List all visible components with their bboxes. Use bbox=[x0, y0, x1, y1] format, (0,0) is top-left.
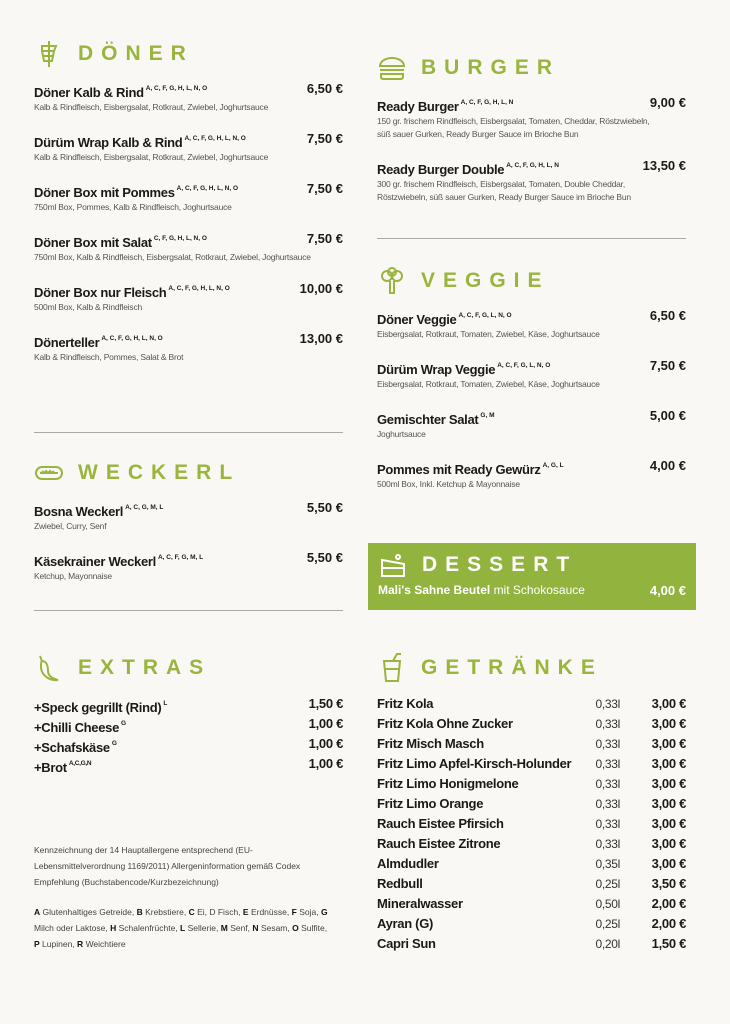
section-title: WECKERL bbox=[78, 461, 241, 484]
item-name-text: Käsekrainer Weckerl bbox=[34, 554, 156, 569]
drink-cup-icon bbox=[377, 653, 407, 683]
item-name-text: Dürüm Wrap Veggie bbox=[377, 362, 496, 377]
allergen-codes: A, C, F, G, H, L, N, O bbox=[176, 185, 239, 192]
burger-icon bbox=[377, 53, 407, 83]
drink-item bbox=[377, 794, 686, 814]
allergen-letter: C bbox=[188, 907, 195, 917]
item-price: 3,00 € bbox=[651, 716, 686, 731]
drink-item bbox=[377, 694, 686, 714]
item-name-text: Döner Box mit Salat bbox=[34, 235, 152, 250]
item-price: 13,00 € bbox=[299, 331, 343, 346]
item-name bbox=[377, 157, 686, 178]
item-description: Kalb & Rindfleisch, Eisbergsalat, Rotkraut, Zwiebel, Joghurtsauce bbox=[34, 102, 269, 112]
item-price: 7,50 € bbox=[306, 181, 343, 196]
allergen-label: Milch oder Laktose, bbox=[34, 923, 108, 933]
item-name: Fritz Kola Ohne Zucker bbox=[377, 716, 513, 731]
menu-item bbox=[377, 307, 686, 341]
item-name: Fritz Kola bbox=[377, 696, 434, 711]
allergen-letter: P bbox=[34, 939, 40, 949]
allergen-codes: A, C, F, G, H, L, N, O bbox=[101, 335, 163, 342]
broccoli-icon bbox=[377, 266, 407, 296]
item-price: 9,00 € bbox=[649, 95, 686, 110]
drink-item bbox=[377, 814, 686, 834]
allergen-codes: A, C, F, G, H, L, N bbox=[460, 99, 514, 106]
allergen-code bbox=[292, 923, 327, 933]
allergen-letter: F bbox=[291, 907, 297, 917]
drink-item bbox=[377, 914, 686, 934]
allergen-codes: A, C, F, G, L, N, O bbox=[497, 362, 551, 369]
item-name bbox=[377, 94, 686, 115]
item-name bbox=[34, 330, 343, 351]
item-name-text: Döner Box mit Pommes bbox=[34, 185, 175, 200]
hot-dog-icon bbox=[34, 458, 64, 488]
allergen-codes: G bbox=[121, 720, 126, 727]
item-name bbox=[377, 307, 686, 328]
allergen-code bbox=[221, 923, 250, 933]
item-volume: 0,33l bbox=[595, 757, 620, 771]
menu-item bbox=[34, 180, 343, 214]
allergen-codes bbox=[34, 904, 334, 952]
item-name bbox=[34, 230, 343, 251]
menu-item bbox=[34, 130, 343, 164]
item-price: 6,50 € bbox=[649, 308, 686, 323]
section-getraenke bbox=[377, 652, 686, 954]
item-description: 500ml Box, Kalb & Rindfleisch bbox=[34, 302, 143, 312]
item-description: Eisbergsalat, Rotkraut, Tomaten, Zwiebel, Käse, Joghurtsauce bbox=[377, 379, 600, 389]
allergen-codes: A, C, F, G, M, L bbox=[157, 554, 204, 561]
item-name bbox=[34, 130, 343, 151]
drink-item bbox=[377, 874, 686, 894]
allergen-letter: N bbox=[252, 923, 259, 933]
allergen-note bbox=[34, 842, 334, 952]
item-name: +Brot bbox=[34, 760, 67, 775]
allergen-codes: A, G, L bbox=[542, 462, 564, 469]
allergen-code bbox=[110, 923, 178, 933]
allergen-letter: M bbox=[220, 923, 228, 933]
section-title: DÖNER bbox=[78, 42, 194, 65]
item-name: Almdudler bbox=[377, 856, 439, 871]
drink-item bbox=[377, 734, 686, 754]
item-price: 7,50 € bbox=[306, 131, 343, 146]
item-price: 3,50 € bbox=[651, 876, 686, 891]
drink-item bbox=[377, 714, 686, 734]
item-description: 300 gr. frischem Rindfleisch, Eisbergsalat, Tomaten, Double Cheddar, Röstzwiebeln, süß sauer Gurken, Ready Burger Sauce im Brioche Bun bbox=[377, 179, 631, 202]
item-name bbox=[377, 407, 686, 428]
item-volume: 0,33l bbox=[595, 717, 620, 731]
item-price: 3,00 € bbox=[651, 696, 686, 711]
section-title: BURGER bbox=[421, 56, 561, 79]
allergen-codes: A, C, F, G, H, L, N bbox=[506, 162, 559, 169]
item-name: Fritz Limo Apfel-Kirsch-Holunder bbox=[377, 756, 572, 771]
item-name-text: Döner Kalb & Rind bbox=[34, 85, 144, 100]
item-price: 3,00 € bbox=[651, 776, 686, 791]
item-price: 13,50 € bbox=[642, 158, 686, 173]
item-name: +Speck gegrillt (Rind) bbox=[34, 700, 162, 715]
item-volume: 0,20l bbox=[595, 937, 620, 951]
allergen-code bbox=[292, 907, 319, 917]
allergen-codes: A, C, F, G, H, L, N, O bbox=[145, 85, 208, 92]
allergen-label: Weichtiere bbox=[85, 939, 126, 949]
item-price: 10,00 € bbox=[299, 281, 343, 296]
item-volume: 0,25l bbox=[595, 877, 620, 891]
allergen-codes: C, F, G, H, L, N, O bbox=[153, 235, 207, 242]
doner-spit-icon bbox=[34, 39, 64, 69]
section-header bbox=[377, 652, 686, 684]
item-price: 7,50 € bbox=[649, 358, 686, 373]
allergen-code bbox=[180, 923, 218, 933]
item-name-text: Döner Veggie bbox=[377, 312, 457, 327]
item-description: Ketchup, Mayonnaise bbox=[34, 571, 112, 581]
allergen-label: Glutenhaltiges Getreide, bbox=[42, 907, 135, 917]
item-volume: 0,33l bbox=[595, 697, 620, 711]
allergen-codes: A, C, F, G, H, L, N, O bbox=[168, 285, 230, 292]
item-name bbox=[34, 180, 343, 201]
allergen-codes: A, C, G, M, L bbox=[125, 504, 164, 511]
item-price: 1,50 € bbox=[308, 696, 343, 711]
section-header bbox=[377, 52, 686, 84]
item-name-text: Gemischter Salat bbox=[377, 412, 479, 427]
section-title: VEGGIE bbox=[421, 269, 550, 292]
item-price: 3,00 € bbox=[651, 856, 686, 871]
item-name bbox=[34, 549, 343, 570]
item-volume: 0,50l bbox=[595, 897, 620, 911]
allergen-code bbox=[34, 907, 134, 917]
item-volume: 0,33l bbox=[595, 737, 620, 751]
extra-item bbox=[34, 714, 343, 734]
item-price: 4,00 € bbox=[649, 583, 686, 598]
menu-item bbox=[378, 583, 686, 597]
item-price: 3,00 € bbox=[651, 736, 686, 751]
item-name: Redbull bbox=[377, 876, 423, 891]
menu-item bbox=[377, 357, 686, 391]
item-description: Zwiebel, Curry, Senf bbox=[34, 521, 107, 531]
item-volume: 0,33l bbox=[595, 777, 620, 791]
item-name bbox=[34, 499, 343, 520]
item-volume: 0,35l bbox=[595, 857, 620, 871]
item-price: 3,00 € bbox=[651, 796, 686, 811]
allergen-label: Senf, bbox=[230, 923, 251, 933]
item-name bbox=[377, 457, 686, 478]
drink-item bbox=[377, 754, 686, 774]
item-price: 5,50 € bbox=[306, 550, 343, 565]
allergen-label: Erdnüsse, bbox=[250, 907, 290, 917]
section-weckerl bbox=[34, 457, 343, 599]
allergen-code bbox=[34, 939, 75, 949]
allergen-code bbox=[189, 907, 241, 917]
item-name-text: Bosna Weckerl bbox=[34, 504, 124, 519]
menu-item bbox=[34, 330, 343, 364]
item-price: 6,50 € bbox=[306, 81, 343, 96]
allergen-letter: A bbox=[34, 907, 41, 917]
item-price: 1,00 € bbox=[308, 756, 343, 771]
item-volume: 0,33l bbox=[595, 837, 620, 851]
item-price: 3,00 € bbox=[651, 816, 686, 831]
section-title: DESSERT bbox=[422, 553, 578, 576]
item-name bbox=[34, 280, 343, 301]
drink-item bbox=[377, 894, 686, 914]
allergen-letter: R bbox=[77, 939, 84, 949]
allergen-letter: H bbox=[110, 923, 117, 933]
item-volume: 0,33l bbox=[595, 817, 620, 831]
allergen-codes: A, C, F, G, L, N, O bbox=[458, 312, 512, 319]
allergen-codes: G, M bbox=[480, 412, 495, 419]
item-name-text: Ready Burger Double bbox=[377, 162, 505, 177]
section-title: EXTRAS bbox=[78, 656, 212, 679]
menu-item bbox=[34, 80, 343, 114]
menu-item bbox=[34, 280, 343, 314]
divider bbox=[34, 610, 343, 611]
item-name: Mineralwasser bbox=[377, 896, 463, 911]
allergen-label: Ei, D Fisch, bbox=[197, 907, 241, 917]
item-price: 3,00 € bbox=[651, 756, 686, 771]
allergen-label: Soja, bbox=[299, 907, 319, 917]
allergen-label: Krebstiere, bbox=[145, 907, 187, 917]
menu-item bbox=[377, 407, 686, 441]
allergen-codes: G bbox=[111, 740, 117, 747]
section-doener bbox=[34, 38, 343, 380]
item-name: +Schafskäse bbox=[34, 740, 110, 755]
item-name-text: Pommes mit Ready Gewürz bbox=[377, 462, 541, 477]
item-name-text: Ready Burger bbox=[377, 99, 459, 114]
item-name: Fritz Limo Orange bbox=[377, 796, 484, 811]
item-name bbox=[377, 357, 686, 378]
item-name: +Chilli Cheese bbox=[34, 720, 120, 735]
item-name-text: Dönerteller bbox=[34, 335, 100, 350]
allergen-code bbox=[243, 907, 289, 917]
section-burger bbox=[377, 52, 686, 220]
section-header bbox=[377, 265, 686, 297]
section-extras bbox=[34, 652, 343, 774]
divider bbox=[34, 432, 343, 433]
item-price: 5,50 € bbox=[306, 500, 343, 515]
item-volume: 0,33l bbox=[595, 797, 620, 811]
section-header bbox=[34, 457, 343, 489]
item-price: 4,00 € bbox=[649, 458, 686, 473]
item-description: Kalb & Rindfleisch, Pommes, Salat & Brot bbox=[34, 352, 184, 362]
item-price: 2,00 € bbox=[651, 896, 686, 911]
section-veggie bbox=[377, 265, 686, 507]
item-description: mit Schokosauce bbox=[493, 583, 585, 597]
drink-item bbox=[377, 934, 686, 954]
chili-icon bbox=[34, 653, 64, 683]
menu-item bbox=[377, 94, 686, 141]
item-name: Rauch Eistee Zitrone bbox=[377, 836, 501, 851]
item-name: Mali's Sahne Beutel bbox=[378, 583, 491, 597]
allergen-code bbox=[252, 923, 289, 933]
item-description: Kalb & Rindfleisch, Eisbergsalat, Rotkraut, Zwiebel, Joghurtsauce bbox=[34, 152, 269, 162]
allergen-letter: G bbox=[320, 907, 328, 917]
item-volume: 0,25l bbox=[595, 917, 620, 931]
item-name: Ayran (G) bbox=[377, 916, 434, 931]
menu-item bbox=[34, 499, 343, 533]
item-price: 7,50 € bbox=[306, 231, 343, 246]
drink-item bbox=[377, 854, 686, 874]
allergen-letter: B bbox=[136, 907, 143, 917]
item-price: 5,00 € bbox=[649, 408, 686, 423]
allergen-letter: L bbox=[180, 923, 186, 933]
section-header bbox=[34, 652, 343, 684]
item-price: 1,00 € bbox=[308, 716, 343, 731]
item-price: 2,00 € bbox=[651, 916, 686, 931]
section-dessert bbox=[368, 543, 696, 610]
allergen-code bbox=[137, 907, 187, 917]
menu-item bbox=[377, 457, 686, 491]
item-description: 750ml Box, Kalb & Rindfleisch, Eisbergsalat, Rotkraut, Zwiebel, Joghurtsauce bbox=[34, 252, 311, 262]
item-price: 1,50 € bbox=[651, 936, 686, 951]
item-price: 1,00 € bbox=[308, 736, 343, 751]
item-description: 750ml Box, Pommes, Kalb & Rindfleisch, Joghurtsauce bbox=[34, 202, 232, 212]
allergen-label: Lupinen, bbox=[42, 939, 75, 949]
divider bbox=[377, 238, 686, 239]
section-header bbox=[34, 38, 343, 70]
item-name: Rauch Eistee Pfirsich bbox=[377, 816, 504, 831]
allergen-label: Schalenfrüchte, bbox=[118, 923, 178, 933]
cake-icon bbox=[378, 550, 408, 580]
item-name: Fritz Misch Masch bbox=[377, 736, 484, 751]
menu-item bbox=[34, 230, 343, 264]
allergen-code bbox=[77, 939, 126, 949]
allergen-label: Sulfite, bbox=[301, 923, 328, 933]
allergen-codes: L bbox=[163, 700, 168, 707]
allergen-label: Sellerie, bbox=[187, 923, 219, 933]
drink-item bbox=[377, 834, 686, 854]
item-description: 500ml Box, Inkl. Ketchup & Mayonnaise bbox=[377, 479, 520, 489]
menu-item bbox=[377, 157, 686, 204]
item-name-text: Dürüm Wrap Kalb & Rind bbox=[34, 135, 183, 150]
allergen-letter: O bbox=[292, 923, 299, 933]
item-description: Joghurtsauce bbox=[377, 429, 426, 439]
allergen-letter: E bbox=[242, 907, 249, 917]
extra-item bbox=[34, 694, 343, 714]
allergen-codes: A, C, F, G, H, L, N, O bbox=[184, 135, 246, 142]
section-title: GETRÄNKE bbox=[421, 656, 603, 679]
item-name: Capri Sun bbox=[377, 936, 436, 951]
item-price: 3,00 € bbox=[651, 836, 686, 851]
allergen-codes: A,C,G,N bbox=[68, 760, 92, 767]
menu-item bbox=[34, 549, 343, 583]
drink-item bbox=[377, 774, 686, 794]
extra-item bbox=[34, 734, 343, 754]
item-description: Eisbergsalat, Rotkraut, Tomaten, Zwiebel, Käse, Joghurtsauce bbox=[377, 329, 600, 339]
extra-item bbox=[34, 754, 343, 774]
item-description: 150 gr. frischem Rindfleisch, Eisbergsalat, Tomaten, Cheddar, Röstzwiebeln, süß sauer Gurken, Ready Burger Sauce im Brioche Bun bbox=[377, 116, 650, 139]
item-name-text: Döner Box nur Fleisch bbox=[34, 285, 167, 300]
allergen-label: Sesam, bbox=[260, 923, 290, 933]
allergen-intro: Kennzeichnung der 14 Hauptallergene entsprechend (EU-Lebensmittelverordnung 1169/2011) Allergeninformation gemäß Codex Empfehlung (Buchstabencode/Kurzbezeichnung) bbox=[34, 845, 301, 887]
item-name: Fritz Limo Honigmelone bbox=[377, 776, 519, 791]
item-name bbox=[34, 80, 343, 101]
